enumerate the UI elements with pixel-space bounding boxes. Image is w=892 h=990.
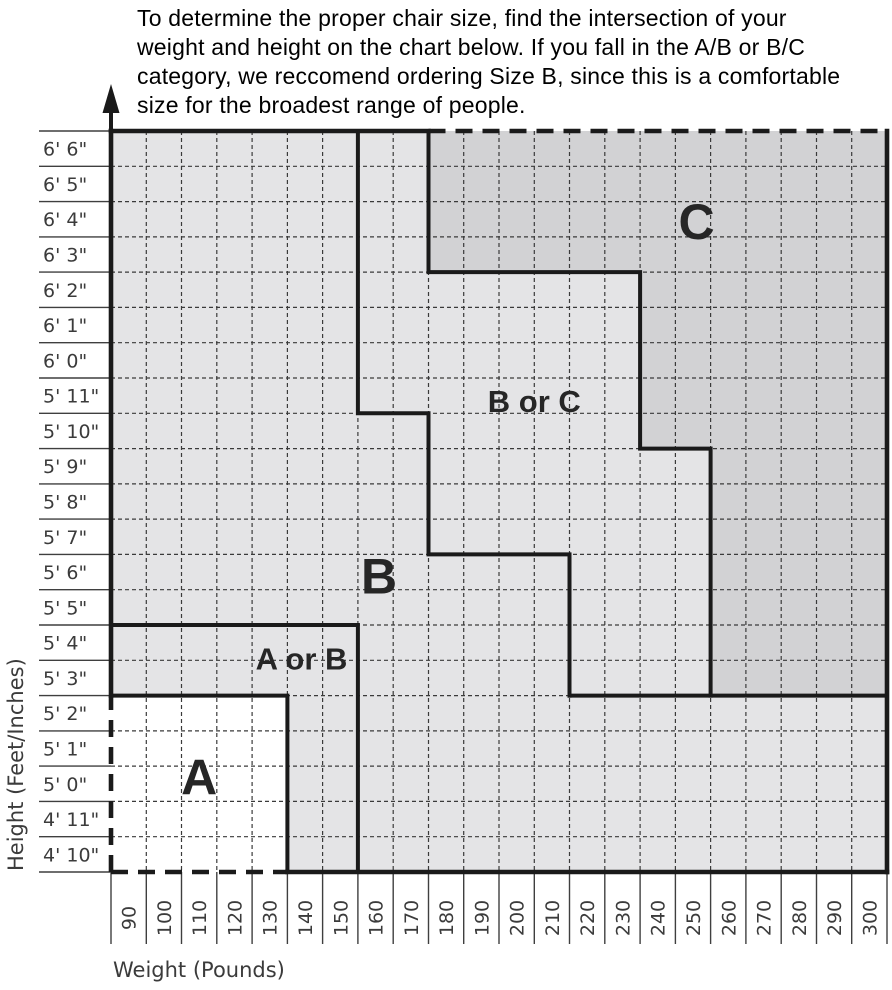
x-tick-label: 240 [647,899,670,937]
y-tick-label: 6' 0" [43,350,88,373]
x-tick-label: 150 [330,899,353,937]
region-label-c: C [678,194,715,250]
y-tick-label: 5' 8" [43,491,88,514]
x-tick-label: 90 [118,905,141,931]
x-tick-label: 260 [718,899,741,937]
x-tick-label: 100 [153,899,176,937]
y-tick-label: 5' 0" [43,773,88,796]
x-axis-title: Weight (Pounds) [113,958,285,982]
y-tick-label: 5' 5" [43,597,88,620]
x-tick-label: 270 [753,899,776,937]
x-tick-label: 190 [471,899,494,937]
x-tick-label: 210 [541,899,564,937]
x-tick-label: 110 [189,899,212,937]
x-tick-label: 160 [365,899,388,937]
region-label-a: A [181,749,218,806]
y-tick-label: 5' 2" [43,703,88,726]
y-tick-label: 4' 11" [43,809,100,832]
x-tick-label: 300 [859,899,882,937]
y-axis-title: Height (Feet/Inches) [4,658,28,871]
y-tick-label: 5' 7" [43,526,88,549]
y-tick-label: 5' 11" [43,385,100,408]
intro-line-2: weight and height on the chart below. If you fall in the A/B or B/C [137,34,806,60]
region-label-b: B [361,548,398,605]
y-tick-label: 5' 9" [43,456,88,479]
intro-line-1: To determine the proper chair size, find the intersection of your [137,5,787,31]
y-tick-label: 5' 10" [43,420,100,443]
intro-line-4: size for the broadest range of people. [137,92,526,118]
x-tick-label: 280 [788,899,811,937]
y-tick-label: 6' 1" [43,315,88,338]
x-tick-label: 180 [436,899,459,937]
x-tick-label: 200 [506,899,529,937]
y-tick-label: 4' 10" [43,844,100,867]
intro-line-3: category, we reccomend ordering Size B, since this is a comfortable [137,63,841,89]
x-tick-label: 120 [224,899,247,937]
y-tick-label: 6' 4" [43,209,88,232]
region-label-b-or-c: B or C [487,384,581,420]
y-tick-label: 6' 5" [43,173,88,196]
y-tick-label: 5' 3" [43,667,88,690]
y-tick-label: 5' 1" [43,738,88,761]
y-tick-label: 5' 6" [43,562,88,585]
x-tick-label: 230 [612,899,635,937]
x-tick-label: 140 [295,899,317,937]
x-tick-label: 130 [259,899,282,937]
y-tick-label: 6' 6" [43,138,88,161]
x-tick-label: 290 [824,899,847,937]
region-label-a-or-b: A or B [255,641,348,677]
x-tick-label: 170 [400,899,423,937]
x-tick-label: 220 [577,899,600,937]
y-axis-arrow-icon [103,84,120,113]
x-tick-label: 250 [683,899,705,937]
y-tick-label: 6' 3" [43,244,88,267]
y-tick-label: 6' 2" [43,279,88,302]
y-tick-label: 5' 4" [43,632,88,655]
